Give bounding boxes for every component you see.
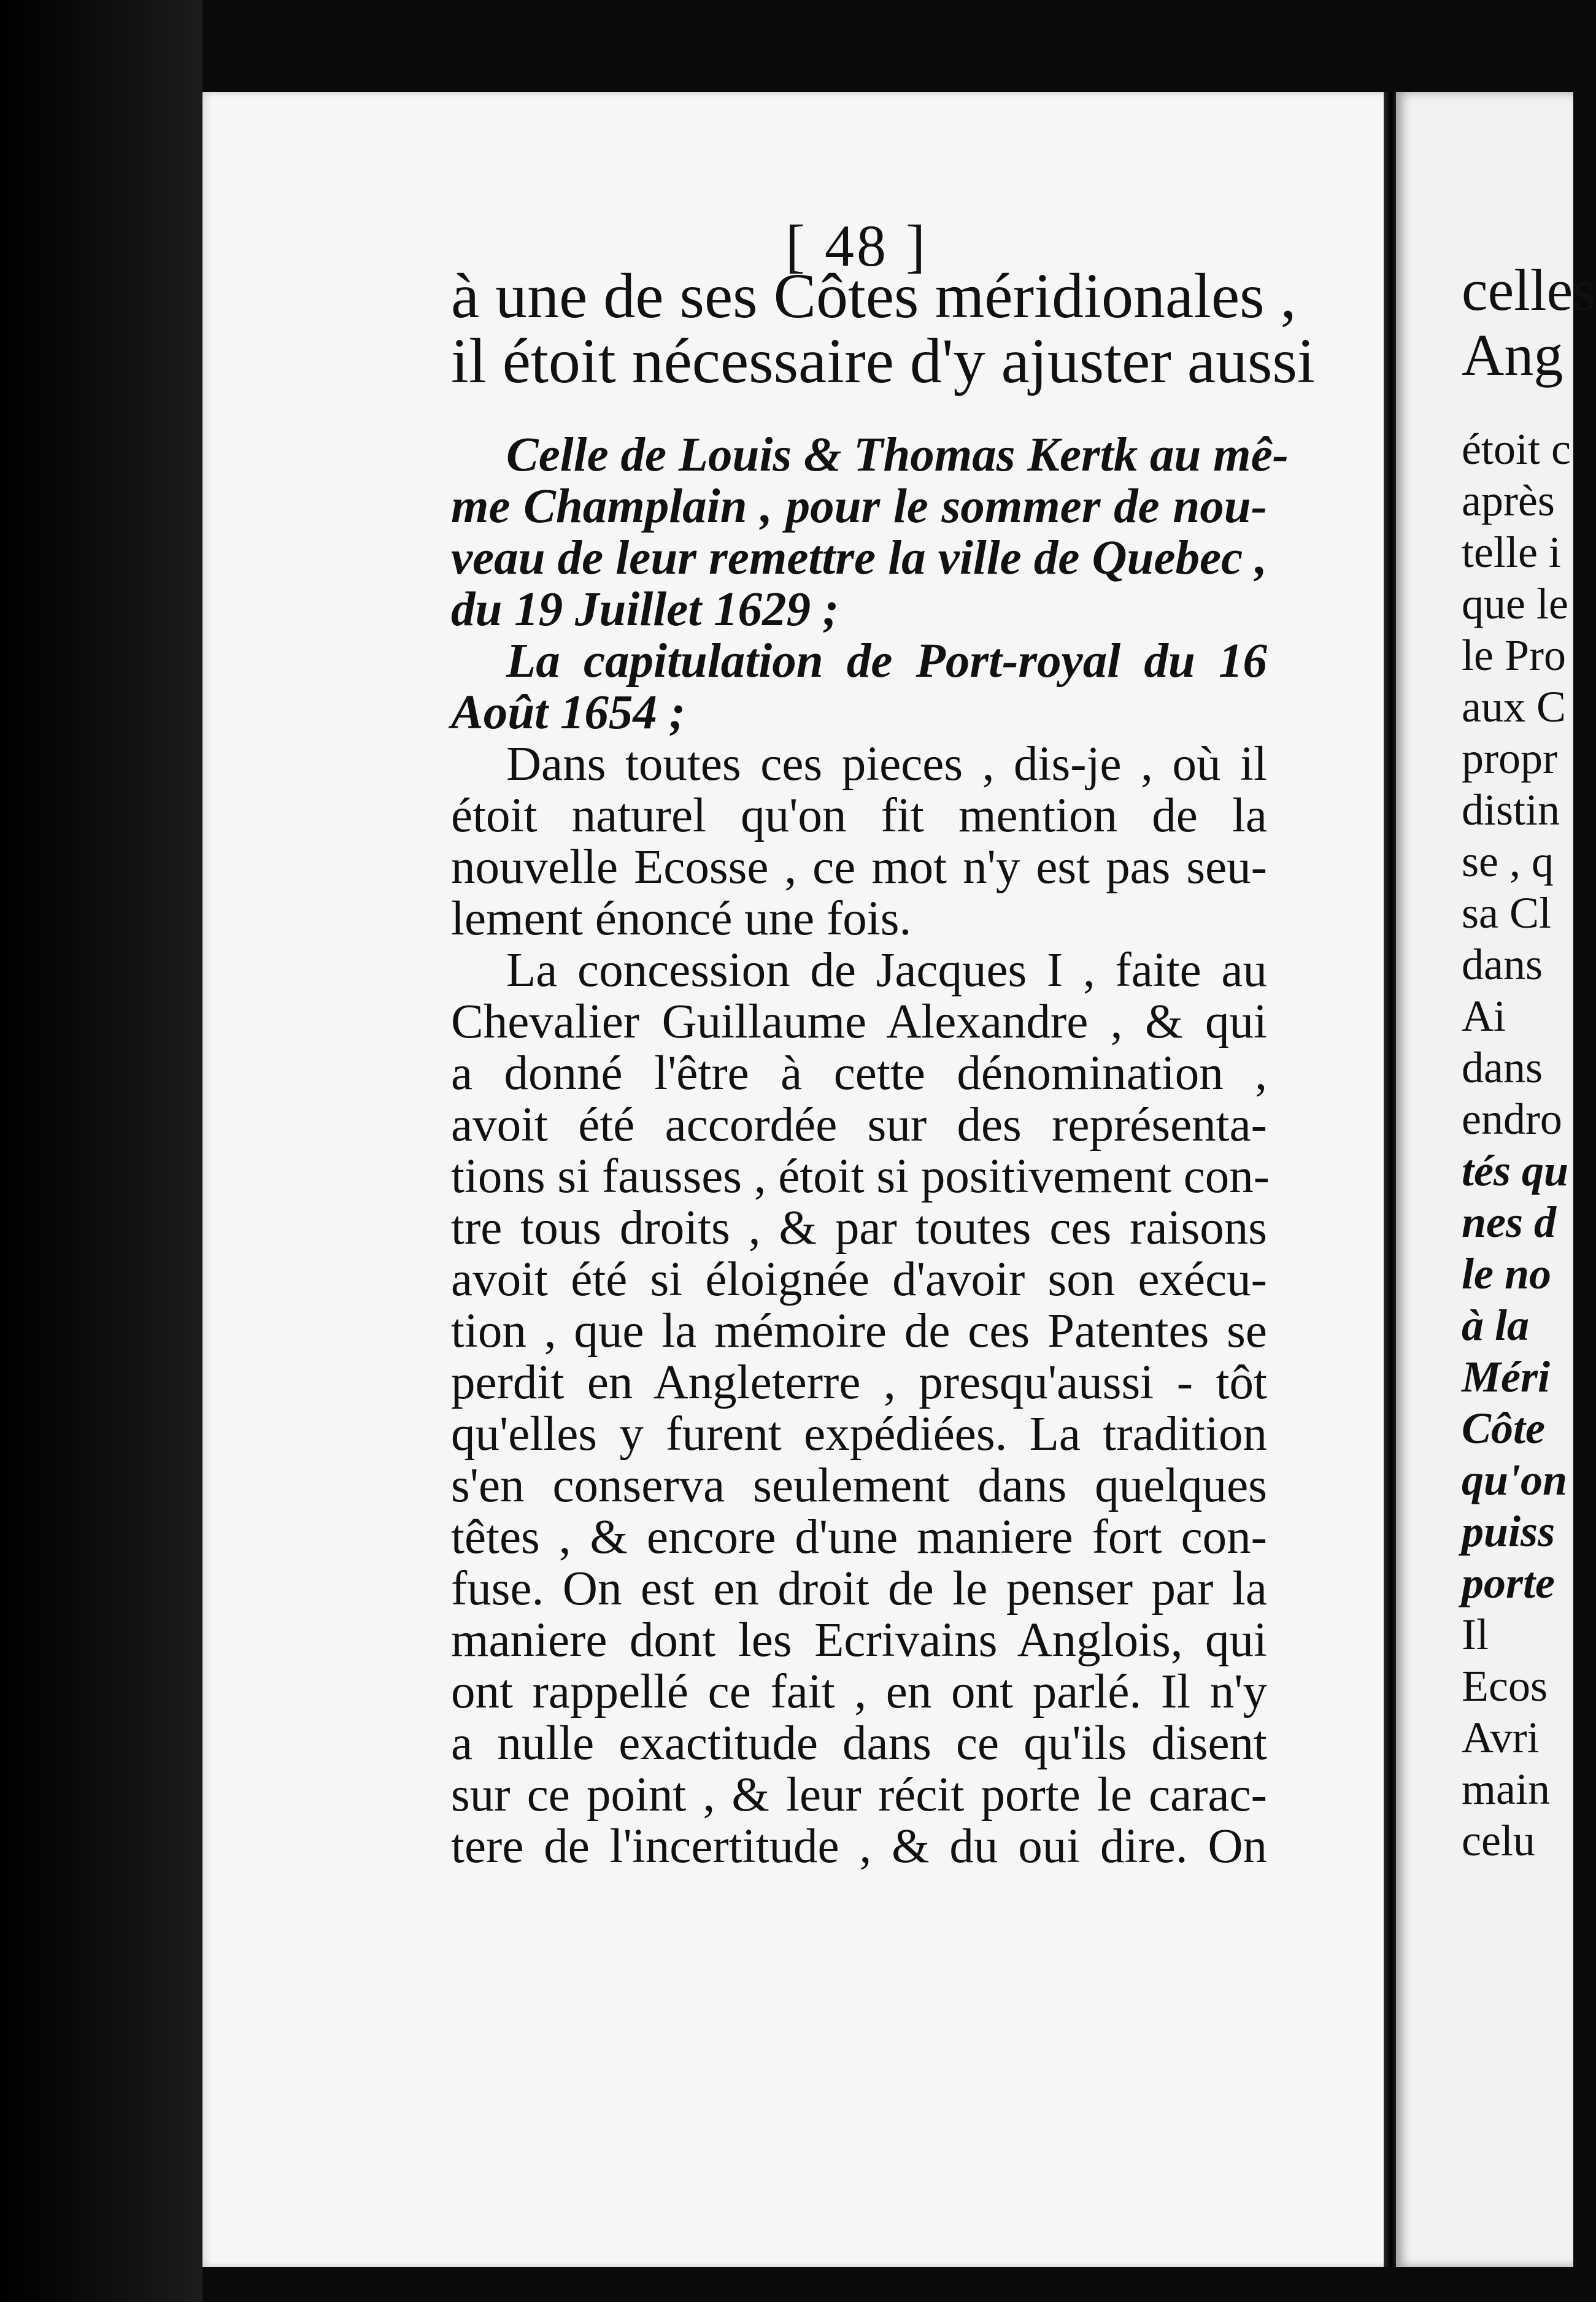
right-text-line: nes d [1462, 1198, 1557, 1247]
right-text-line: dans [1462, 1043, 1543, 1092]
text-line: avoit été accordée sur des représenta- [451, 1098, 1267, 1152]
paragraph-concession [451, 944, 1270, 1873]
text-line: tion , que la mémoire de ces Patentes se [451, 1304, 1267, 1358]
right-text-line: Côte [1462, 1404, 1545, 1453]
main-text [451, 261, 1315, 1873]
text-line: à une de ses Côtes méridionales , [451, 261, 1297, 331]
right-text-line: Avri [1462, 1713, 1540, 1762]
text-line: Celle de Louis & Thomas Kertk au mê- [506, 428, 1289, 482]
right-text-line: Ecos [1462, 1661, 1548, 1711]
text-line: s'en conserva seulement dans quelques [451, 1459, 1267, 1512]
right-text-line: telle i [1462, 528, 1561, 577]
right-text-line: celles [1462, 257, 1596, 323]
text-line: ont rappellé ce fait , en ont parlé. Il n'y [451, 1665, 1267, 1719]
right-text-line: porte [1462, 1558, 1555, 1607]
right-page-text [1462, 257, 1596, 1866]
right-text-line: après [1462, 476, 1555, 525]
right-text-line: endro [1462, 1095, 1562, 1144]
text-line: il étoit nécessaire d'y ajuster aussi [451, 326, 1315, 396]
page-number: [ 48 ] [785, 213, 928, 279]
paragraph-capitulation [451, 636, 1267, 739]
right-text-line: que le [1462, 579, 1568, 628]
paragraph-kertk [451, 428, 1289, 636]
right-text-line: tés qu [1462, 1146, 1569, 1195]
right-text-line: puiss [1462, 1507, 1556, 1556]
text-line: Chevalier Guillaume Alexandre , & qui [451, 995, 1267, 1049]
text-line: avoit été si éloignée d'avoir son exécu- [451, 1253, 1267, 1306]
text-line: sur ce point , & leur récit porte le carac- [451, 1768, 1267, 1822]
text-line: qu'elles y furent expédiées. La tradition [451, 1407, 1267, 1461]
text-line: La concession de Jacques I , faite au [506, 944, 1267, 997]
text-line: du 19 Juillet 1629 ; [451, 583, 839, 636]
text-line: La capitulation de Port-royal du 16 [506, 634, 1267, 688]
text-line: perdit en Angleterre , presqu'aussi - tôt [451, 1356, 1267, 1409]
text-line: veau de leur remettre la ville de Quebec , [451, 531, 1267, 585]
text-line: a nulle exactitude dans ce qu'ils disent [451, 1717, 1267, 1770]
right-text-line: qu'on [1462, 1455, 1568, 1504]
text-line: maniere dont les Ecrivains Anglois, qui [451, 1614, 1267, 1667]
right-text-line: le Pro [1462, 631, 1566, 680]
right-text-line: étoit c [1462, 425, 1571, 474]
right-text-line: propr [1462, 734, 1557, 783]
right-text-line: aux C [1462, 682, 1566, 731]
right-text-line: à la [1462, 1301, 1530, 1350]
text-line: Dans toutes ces pieces , dis-je , où il [506, 737, 1267, 791]
text-line: fuse. On est en droit de le penser par la [451, 1562, 1267, 1615]
text-line: tre tous droits , & par toutes ces raisons [451, 1201, 1267, 1255]
right-text-line: Méri [1462, 1352, 1550, 1401]
text-line: tions si fausses , étoit si positivement con- [451, 1150, 1270, 1203]
text-line: Août 1654 ; [451, 686, 685, 739]
continued-heading [451, 261, 1315, 396]
text-line: lement énoncé une fois. [451, 892, 912, 945]
right-text-line: distin [1462, 785, 1560, 834]
right-text-line: Il [1462, 1610, 1489, 1659]
right-text-line: se , q [1462, 837, 1554, 886]
scan-border [0, 0, 202, 2302]
right-text-line: dans [1462, 940, 1543, 989]
right-text-line: sa Cl [1462, 888, 1552, 937]
right-text-line: celu [1462, 1816, 1535, 1865]
text-line: tere de l'incertitude , & du oui dire. On [451, 1820, 1267, 1873]
text-line: me Champlain , pour le sommer de nou- [451, 480, 1267, 533]
text-line: têtes , & encore d'une maniere fort con- [451, 1511, 1267, 1564]
right-text-line: Ang [1462, 322, 1563, 388]
text-line: nouvelle Ecosse , ce mot n'y est pas seu- [451, 841, 1267, 894]
right-text-line: main [1462, 1765, 1550, 1814]
right-text-line: Ai [1462, 991, 1506, 1041]
text-line: a donné l'être à cette dénomination , [451, 1047, 1267, 1100]
text-line: étoit naturel qu'on fit mention de la [451, 789, 1267, 842]
right-text-line: le no [1462, 1249, 1552, 1298]
paragraph-pieces [451, 739, 1267, 945]
